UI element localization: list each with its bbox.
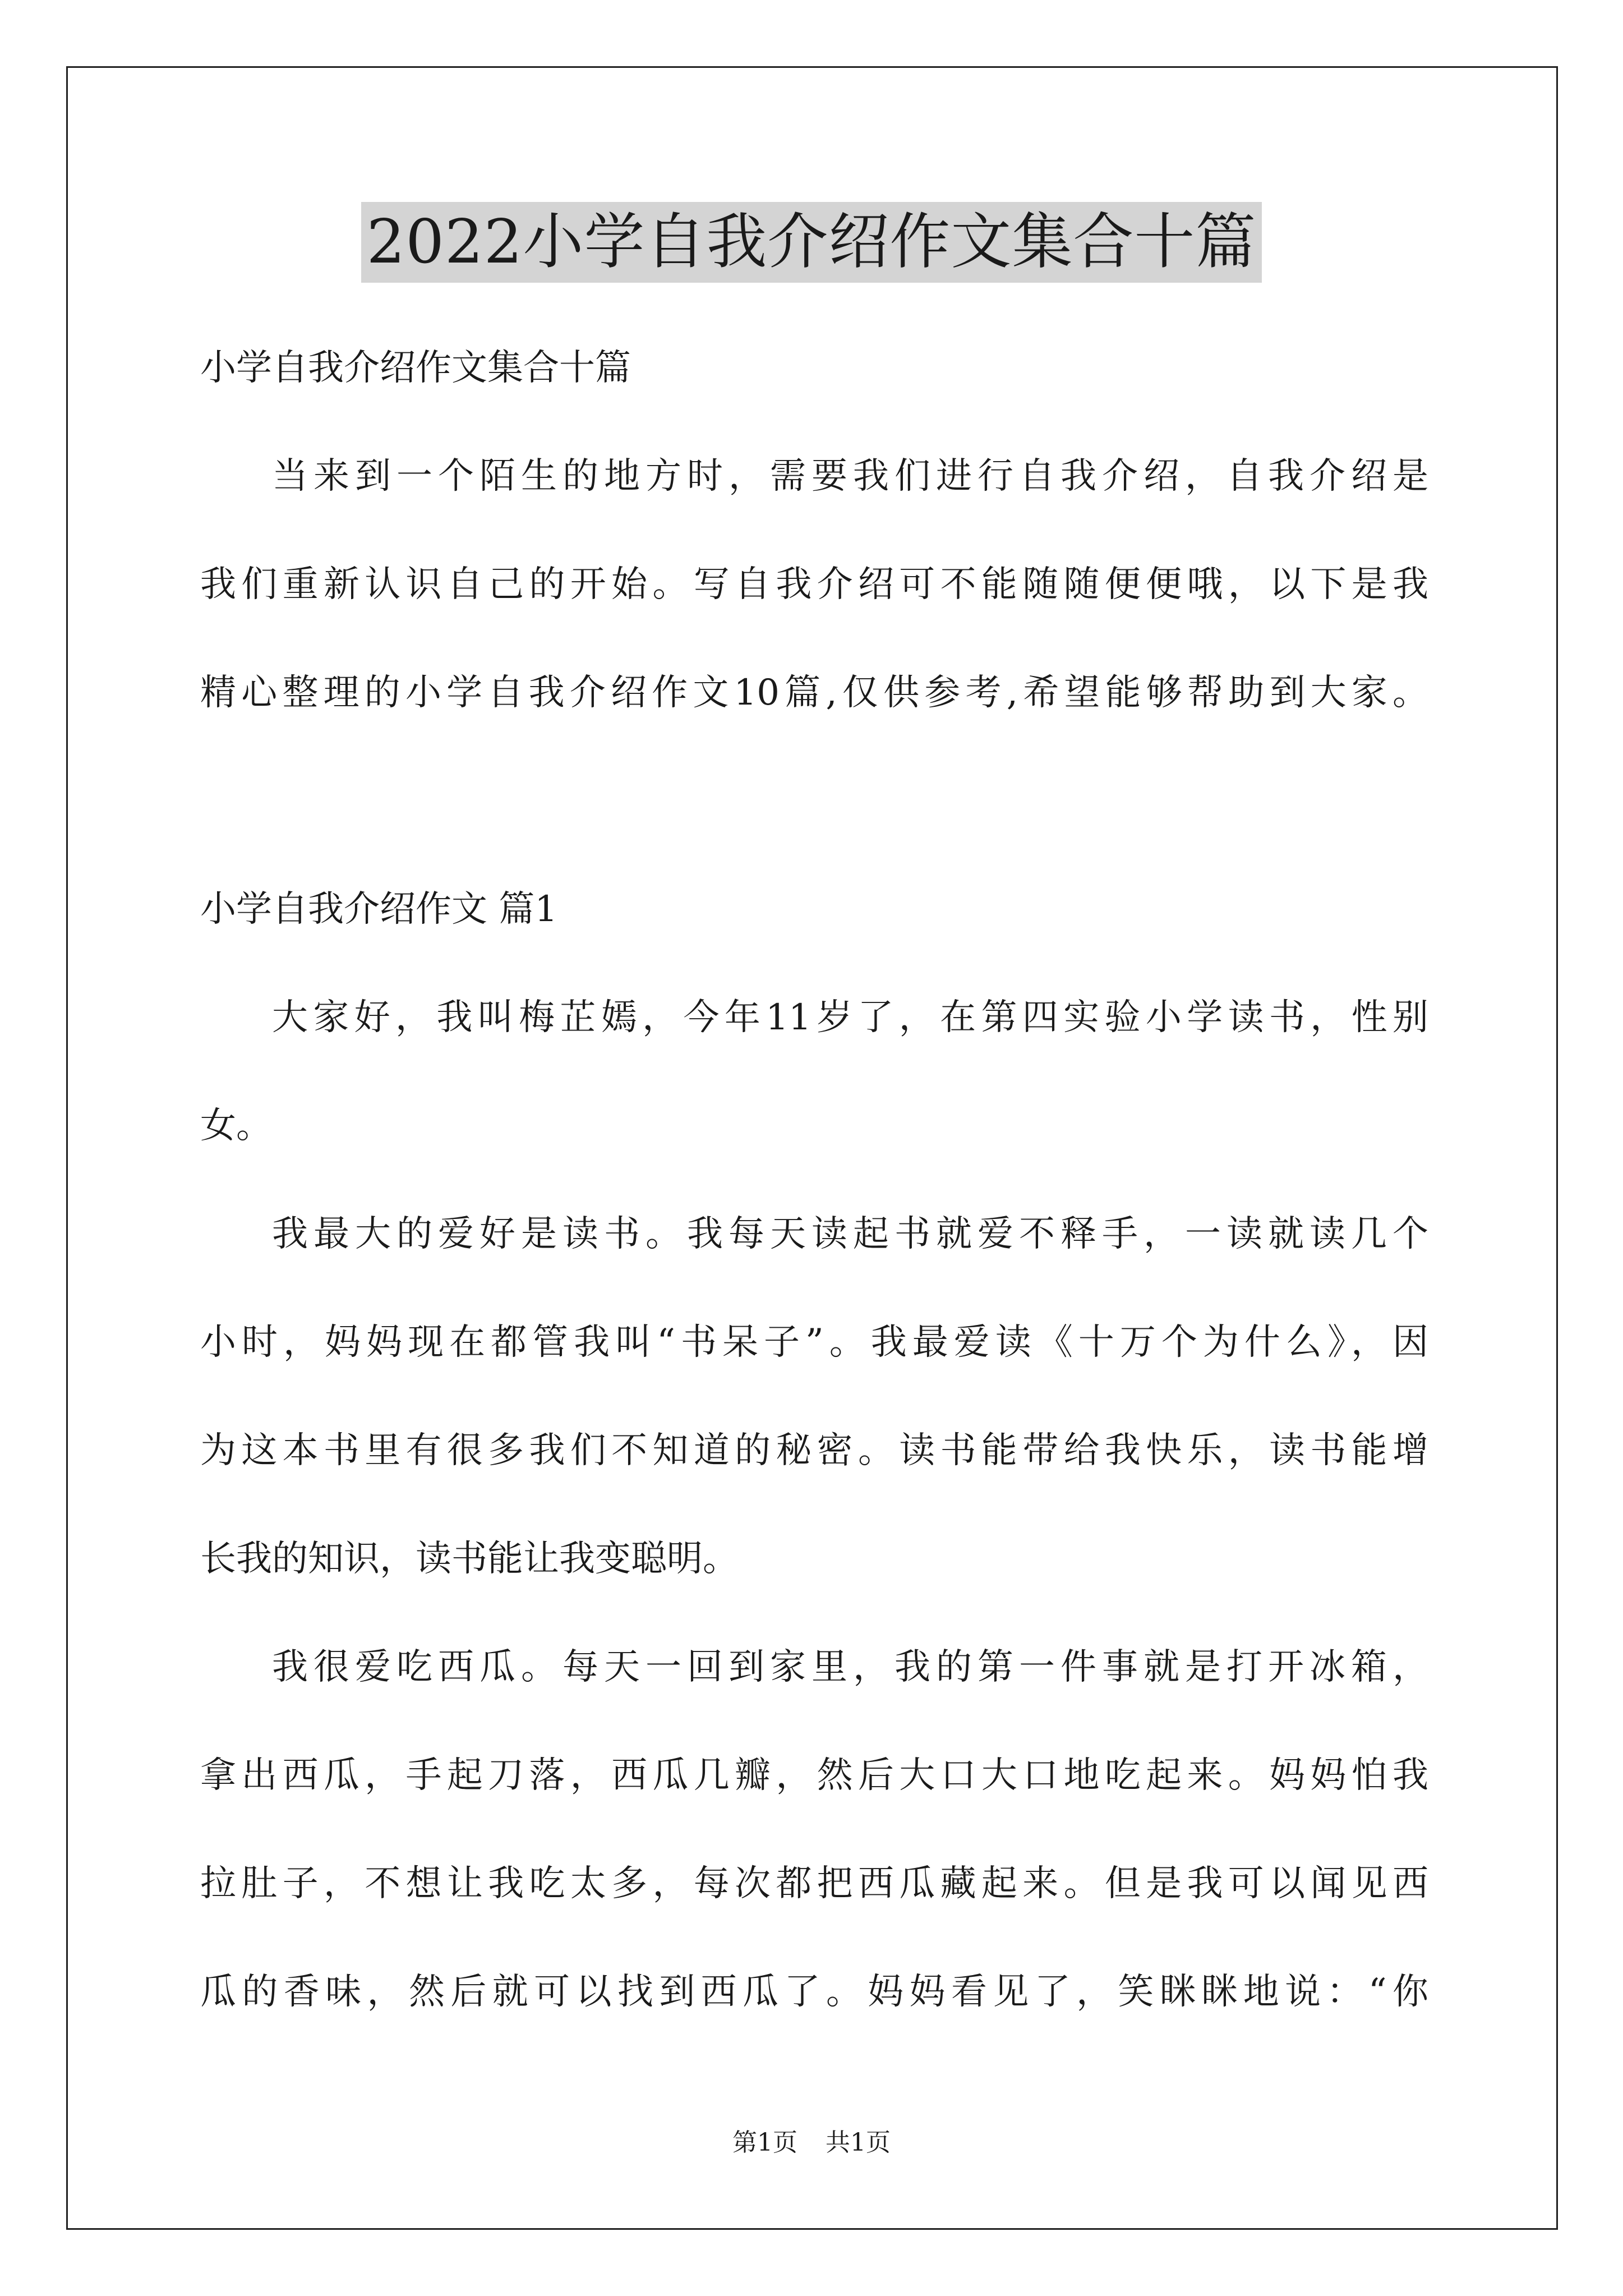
subtitle: 小学自我介绍作文集合十篇 (200, 347, 631, 389)
paragraph-line: 拿出西瓜，手起刀落，西瓜几瓣，然后大口大口地吃起来。妈妈怕我 (200, 1755, 1428, 1796)
paragraph-line: 我最大的爱好是读书。我每天读起书就爱不释手，一读就读几个 (272, 1213, 1428, 1255)
page-footer (0, 2126, 1623, 2160)
paragraph-line: 拉肚子，不想让我吃太多，每次都把西瓜藏起来。但是我可以闻见西 (200, 1863, 1428, 1904)
document-title: 2022小学自我介绍作文集合十篇 (361, 202, 1262, 283)
page-number: 第1页 (732, 2128, 797, 2157)
intro-line: 当来到一个陌生的地方时，需要我们进行自我介绍，自我介绍是 (272, 455, 1428, 497)
intro-line: 我们重新认识自己的开始。写自我介绍可不能随随便便哦，以下是我 (200, 564, 1428, 605)
paragraph-line: 瓜的香味，然后就可以找到西瓜了。妈妈看见了，笑眯眯地说：“你 (200, 1971, 1428, 2013)
page-total: 共1页 (826, 2128, 891, 2157)
paragraph-line: 大家好，我叫梅芷嫣，今年11岁了，在第四实验小学读书，性别 (272, 997, 1428, 1038)
section-heading: 小学自我介绍作文 篇1 (200, 889, 558, 930)
paragraph-line: 为这本书里有很多我们不知道的秘密。读书能带给我快乐，读书能增 (200, 1430, 1428, 1471)
paragraph-line: 长我的知识，读书能让我变聪明。 (200, 1538, 739, 1580)
spacer (200, 747, 1428, 855)
paragraph-line: 女。 (200, 1105, 272, 1147)
title-container (0, 202, 1623, 283)
paragraph-line: 我很爱吃西瓜。每天一回到家里，我的第一件事就是打开冰箱， (272, 1646, 1428, 1688)
document-body (200, 314, 1428, 2046)
intro-line: 精心整理的小学自我介绍作文10篇,仅供参考,希望能够帮助到大家。 (200, 672, 1428, 714)
paragraph-line: 小时，妈妈现在都管我叫“书呆子”。我最爱读《十万个为什么》，因 (200, 1322, 1428, 1363)
